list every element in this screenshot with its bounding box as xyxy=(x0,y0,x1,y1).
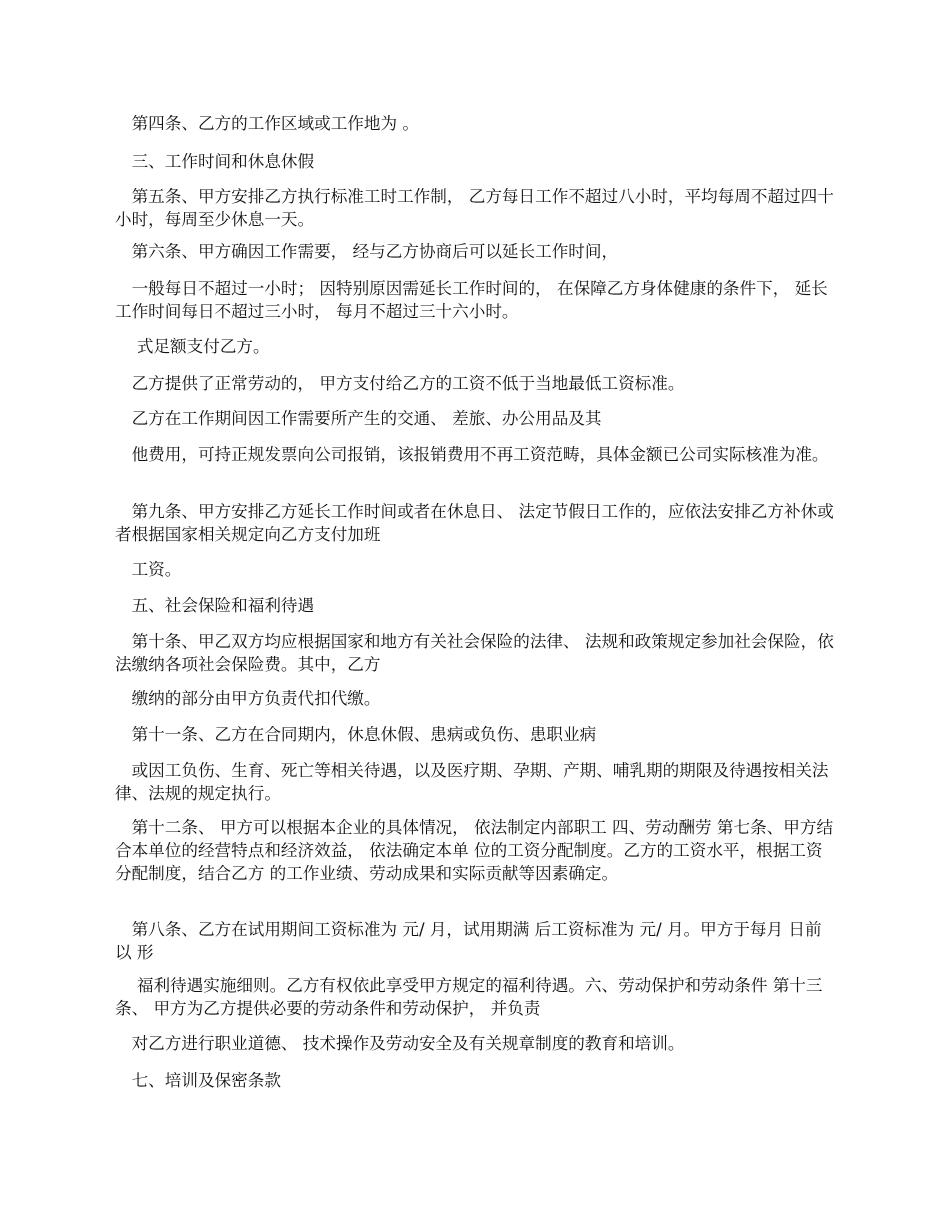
section-heading-3: 三、工作时间和休息休假 xyxy=(115,152,315,171)
paragraph-expenses: 乙方在工作期间因工作需要所产生的交通、 差旅、办公用品及其 xyxy=(115,409,602,428)
paragraph-article-5: 第五条、甲方安排乙方执行标准工时工作制， 乙方每日工作不超过八小时，平均每周不超过四十小时，每周至少休息一天。 xyxy=(115,187,834,229)
paragraph-minimum-wage: 乙方提供了正常劳动的， 甲方支付给乙方的工资不低于当地最低工资标准。 xyxy=(115,374,685,393)
paragraph-withholding: 缴纳的部分由甲方负责代扣代缴。 xyxy=(115,689,381,708)
paragraph-article-10: 第十条、甲乙双方均应根据国家和地方有关社会保险的法律、 法规和政策规定参加社会保险，依法缴纳各项社会保险费。其中，乙方 xyxy=(115,632,834,674)
paragraph-payment-method: 式足额支付乙方。 xyxy=(115,337,270,356)
paragraph-article-12: 第十二条、 甲方可以根据本企业的具体情况， 依法制定内部职工 四、劳动酬劳 第七条、甲方结合本单位的经营特点和经济效益， 依法确定本单 位的工资分配制度。乙方的工资水平，根据工资分配制度，结合乙方 的工作业绩、劳动成果和实际贡献等因素确定。 xyxy=(115,818,834,883)
section-heading-7: 七、培训及保密条款 xyxy=(115,1071,281,1090)
paragraph-welfare-rules: 福利待遇实施细则。乙方有权依此享受甲方规定的福利待遇。六、劳动保护和劳动条件 第十三条、 甲方为乙方提供必要的劳动条件和劳动保护， 并负责 xyxy=(115,976,823,1018)
paragraph-training-education: 对乙方进行职业道德、 技术操作及劳动安全及有关规章制度的教育和培训。 xyxy=(115,1034,685,1053)
paragraph-article-9: 第九条、甲方安排乙方延长工作时间或者在休息日、 法定节假日工作的，应依法安排乙方补休或者根据国家相关规定向乙方支付加班 xyxy=(115,502,834,544)
paragraph-article-6: 第六条、甲方确因工作需要， 经与乙方协商后可以延长工作时间， xyxy=(115,242,619,261)
paragraph-overtime-limit: 一般每日不超过一小时； 因特别原因需延长工作时间的， 在保障乙方身体健康的条件下， 延长工作时间每日不超过三小时， 每月不超过三十六小时。 xyxy=(115,279,828,321)
paragraph-article-11: 第十一条、乙方在合同期内，休息休假、患病或负伤、患职业病 xyxy=(115,725,597,744)
paragraph-wages: 工资。 xyxy=(115,560,182,579)
paragraph-reimbursement: 他费用，可持正规发票向公司报销，该报销费用不再工资范畴，具体金额已公司实际核准为准。 xyxy=(115,445,829,464)
paragraph-benefits-periods: 或因工负伤、生育、死亡等相关待遇，以及医疗期、孕期、产期、哺乳期的期限及待遇按相关法律、法规的规定执行。 xyxy=(115,761,829,803)
paragraph-article-8: 第八条、乙方在试用期间工资标准为 元/ 月，试用期满 后工资标准为 元/ 月。甲方于每月 日前以 形 xyxy=(115,920,822,962)
paragraph-article-4: 第四条、乙方的工作区域或工作地为 。 xyxy=(115,114,419,133)
section-heading-5: 五、社会保险和福利待遇 xyxy=(115,596,315,615)
